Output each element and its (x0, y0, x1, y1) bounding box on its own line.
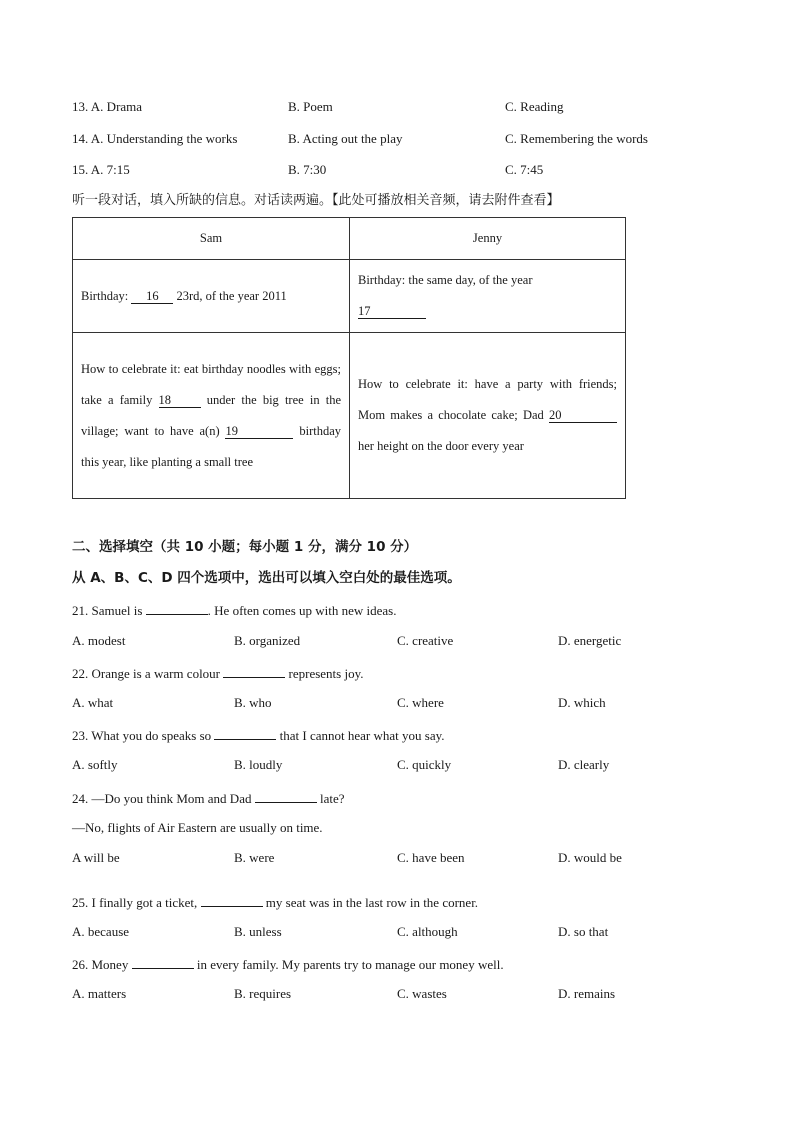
q24-option-c[interactable]: C. have been (397, 850, 465, 865)
q21-option-a[interactable]: A. modest (72, 633, 126, 648)
q21-option-c[interactable]: C. creative (397, 633, 454, 648)
q15-option-c[interactable]: C. 7:45 (505, 162, 544, 177)
q25-option-b[interactable]: B. unless (234, 924, 282, 939)
q25-option-c[interactable]: C. although (397, 924, 458, 939)
question-22-stem: 22. Orange is a warm colour represents joy. (72, 663, 363, 683)
question-13-row (72, 98, 732, 116)
blank-18[interactable]: 18 (159, 393, 201, 408)
dialogue-info-table (72, 217, 626, 499)
question-26-stem: 26. Money in every family. My parents try to manage our money well. (72, 954, 504, 974)
question-15-row (72, 161, 732, 179)
section-2-title: 二、选择填空（共 10 小题；每小题 1 分，满分 10 分） (72, 539, 418, 555)
blank-22[interactable] (223, 663, 285, 678)
jenny-celebrate-cell: How to celebrate it: have a party with friends; Mom makes a chocolate cake; Dad 20 her height on the door every year (350, 333, 626, 499)
q13-option-c[interactable]: C. Reading (505, 99, 564, 114)
q25-option-a[interactable]: A. because (72, 924, 130, 939)
question-23-stem: 23. What you do speaks so that I cannot hear what you say. (72, 725, 445, 745)
question-24-options (72, 849, 732, 867)
q22-option-b[interactable]: B. who (234, 695, 272, 710)
blank-16[interactable]: 16 (131, 289, 173, 304)
q24-option-a[interactable]: A will be (72, 850, 120, 865)
question-24-stem: 24. —Do you think Mom and Dad late? (72, 788, 345, 808)
question-24-reply: —No, flights of Air Eastern are usually on time. (72, 820, 323, 835)
q26-option-a[interactable]: A. matters (72, 986, 127, 1001)
header-jenny: Jenny (350, 218, 626, 260)
question-26-options (72, 985, 732, 1003)
q26-option-d[interactable]: D. remains (558, 986, 616, 1001)
question-25-options (72, 923, 732, 941)
blank-24[interactable] (255, 788, 317, 803)
q25-option-d[interactable]: D. so that (558, 924, 609, 939)
question-22-options (72, 694, 732, 712)
sam-birthday-cell: Birthday: 16 23rd, of the year 2011 (73, 260, 350, 333)
q21-option-b[interactable]: B. organized (234, 633, 301, 648)
blank-19[interactable]: 19 (225, 424, 293, 439)
q23-option-b[interactable]: B. loudly (234, 757, 283, 772)
q26-option-c[interactable]: C. wastes (397, 986, 447, 1001)
dialogue-instruction: 听一段对话，填入所缺的信息。对话读两遍。【此处可播放相关音频，请去附件查看】 (72, 193, 560, 208)
question-25-stem: 25. I finally got a ticket, my seat was in the last row in the corner. (72, 892, 478, 912)
jenny-birthday-cell: Birthday: the same day, of the year 17 (350, 260, 626, 333)
question-21-stem: 21. Samuel is . He often comes up with new ideas. (72, 600, 396, 620)
q13-option-b[interactable]: B. Poem (288, 99, 333, 114)
q15-option-a[interactable]: 15. A. 7:15 (72, 162, 130, 177)
q22-option-d[interactable]: D. which (558, 695, 606, 710)
q26-option-b[interactable]: B. requires (234, 986, 292, 1001)
q23-option-d[interactable]: D. clearly (558, 757, 610, 772)
header-sam: Sam (73, 218, 350, 260)
section-2-instruction: 从 A、B、C、D 四个选项中，选出可以填入空白处的最佳选项。 (72, 570, 461, 586)
sam-celebrate-cell: How to celebrate it: eat birthday noodles with eggs; take a family 18 under the big tree in the village; want to have a(n) 19 birthday this year, like planting a small tree (73, 333, 350, 499)
question-14-row (72, 130, 732, 148)
q21-option-d[interactable]: D. energetic (558, 633, 622, 648)
question-21-options (72, 632, 732, 650)
blank-26[interactable] (132, 954, 194, 969)
q24-option-d[interactable]: D. would be (558, 850, 622, 865)
blank-23[interactable] (214, 725, 276, 740)
q22-option-a[interactable]: A. what (72, 695, 114, 710)
q22-option-c[interactable]: C. where (397, 695, 444, 710)
q14-option-a[interactable]: 14. A. Understanding the works (72, 131, 238, 146)
blank-25[interactable] (201, 892, 263, 907)
blank-17[interactable]: 17 (358, 304, 426, 319)
blank-20[interactable]: 20 (549, 408, 617, 423)
q23-option-a[interactable]: A. softly (72, 757, 118, 772)
q15-option-b[interactable]: B. 7:30 (288, 162, 327, 177)
q13-option-a[interactable]: 13. A. Drama (72, 99, 143, 114)
q24-option-b[interactable]: B. were (234, 850, 275, 865)
q23-option-c[interactable]: C. quickly (397, 757, 452, 772)
q14-option-c[interactable]: C. Remembering the words (505, 131, 648, 146)
question-23-options (72, 756, 732, 774)
q14-option-b[interactable]: B. Acting out the play (288, 131, 403, 146)
blank-21[interactable] (146, 600, 208, 615)
